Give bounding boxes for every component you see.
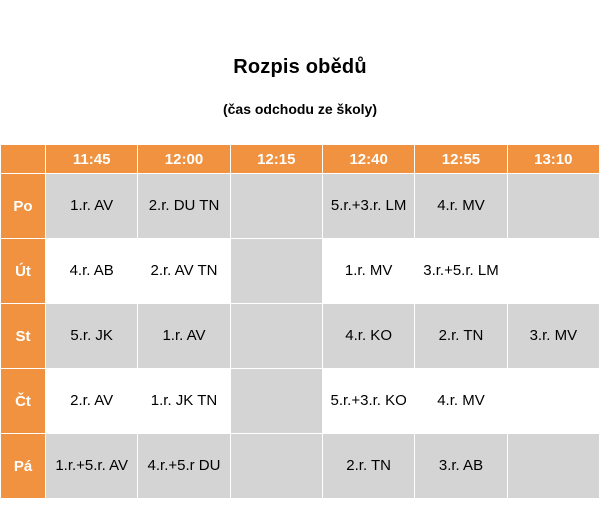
cell-po-1310 (507, 174, 599, 239)
cell-pa-1215 (230, 434, 322, 499)
table-header (1, 145, 600, 174)
table-row (1, 239, 600, 304)
cell-ut-1145: 4.r. AB (46, 239, 138, 304)
cell-po-1200: 2.r. DU TN (138, 174, 230, 239)
table-row (1, 434, 600, 499)
cell-ct-1200: 1.r. JK TN (138, 369, 230, 434)
row-header-day: Čt (1, 369, 46, 434)
row-header-day: Pá (1, 434, 46, 499)
column-header-4: 12:40 (322, 145, 414, 174)
cell-ut-1215 (230, 239, 322, 304)
page-title: Rozpis obědů (233, 56, 367, 78)
header-corner (1, 145, 46, 174)
lunch-schedule-table (0, 144, 600, 499)
cell-st-1200: 1.r. AV (138, 304, 230, 369)
cell-ct-1145: 2.r. AV (46, 369, 138, 434)
column-header-3: 12:15 (230, 145, 322, 174)
cell-po-1255: 4.r. MV (415, 174, 507, 239)
table-row (1, 304, 600, 369)
cell-po-1145: 1.r. AV (46, 174, 138, 239)
cell-pa-1310 (507, 434, 599, 499)
column-header-6: 13:10 (507, 145, 599, 174)
cell-po-1240: 5.r.+3.r. LM (322, 174, 414, 239)
cell-st-1240: 4.r. KO (322, 304, 414, 369)
cell-st-1145: 5.r. JK (46, 304, 138, 369)
cell-ct-1255: 4.r. MV (415, 369, 507, 434)
cell-ct-1240: 5.r.+3.r. KO (322, 369, 414, 434)
cell-pa-1240: 2.r. TN (322, 434, 414, 499)
row-header-day: Po (1, 174, 46, 239)
cell-ct-1215 (230, 369, 322, 434)
cell-pa-1200: 4.r.+5.r DU (138, 434, 230, 499)
column-header-5: 12:55 (415, 145, 507, 174)
table-row (1, 174, 600, 239)
cell-ut-1240: 1.r. MV (322, 239, 414, 304)
cell-pa-1145: 1.r.+5.r. AV (46, 434, 138, 499)
cell-ut-1200: 2.r. AV TN (138, 239, 230, 304)
page-subtitle: (čas odchodu ze školy) (222, 101, 378, 117)
cell-st-1310: 3.r. MV (507, 304, 599, 369)
header-row (1, 145, 600, 174)
column-header-2: 12:00 (138, 145, 230, 174)
row-header-day: St (1, 304, 46, 369)
table-body (1, 174, 600, 499)
row-header-day: Út (1, 239, 46, 304)
table-row (1, 369, 600, 434)
cell-st-1255: 2.r. TN (415, 304, 507, 369)
column-header-1: 11:45 (46, 145, 138, 174)
cell-pa-1255: 3.r. AB (415, 434, 507, 499)
cell-po-1215 (230, 174, 322, 239)
cell-ct-1310 (507, 369, 599, 434)
cell-ut-1255: 3.r.+5.r. LM (415, 239, 507, 304)
cell-st-1215 (230, 304, 322, 369)
cell-ut-1310 (507, 239, 599, 304)
